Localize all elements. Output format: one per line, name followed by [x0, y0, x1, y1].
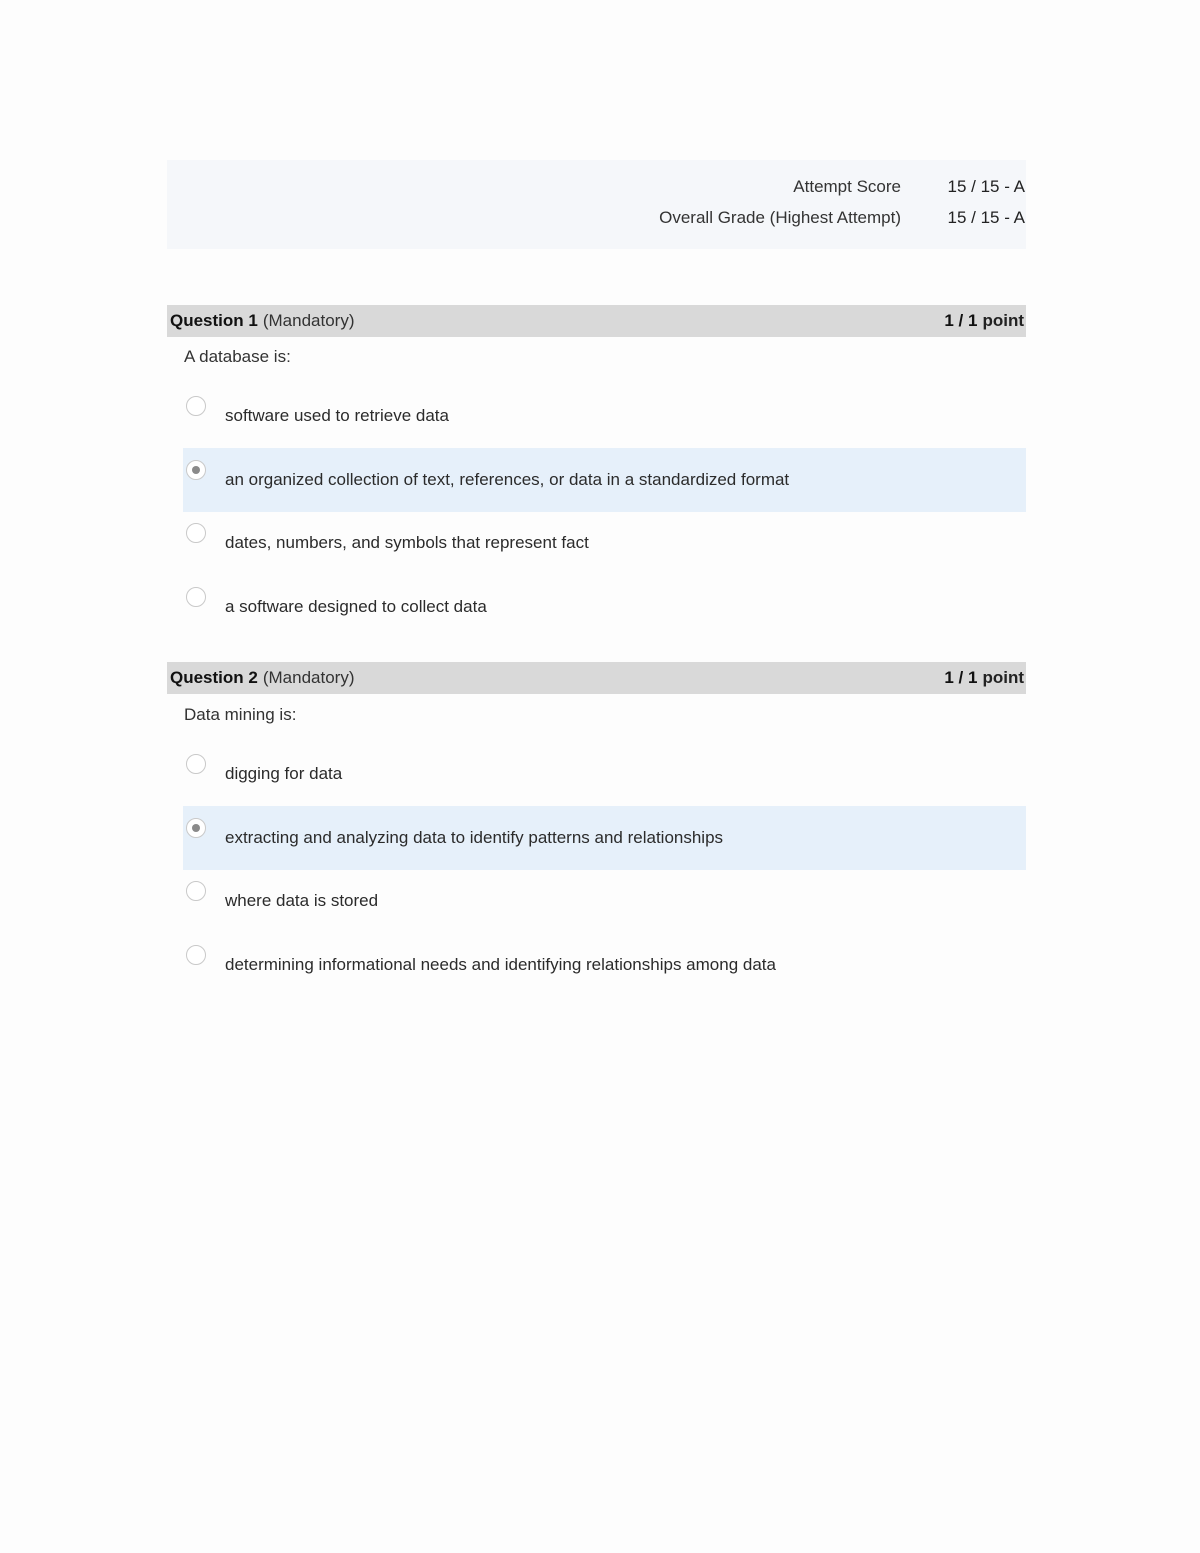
radio-button[interactable]: [186, 945, 206, 965]
attempt-score-value: 15 / 15 - A: [947, 177, 1025, 196]
option-label: an organized collection of text, references, or data in a standardized format: [225, 470, 790, 489]
radio-button[interactable]: [186, 587, 206, 607]
question-1-title: [170, 311, 355, 331]
radio-button[interactable]: [186, 396, 206, 416]
option-label: software used to retrieve data: [225, 406, 449, 425]
attempt-score-label: Attempt Score: [793, 177, 901, 196]
overall-grade-label: Overall Grade (Highest Attempt): [659, 208, 901, 227]
question-2-prompt: Data mining is:: [184, 705, 297, 724]
question-1-number: Question 1: [170, 311, 258, 330]
attempt-score-row: [793, 176, 1025, 198]
overall-grade-value: 15 / 15 - A: [947, 208, 1025, 227]
radio-button-selected[interactable]: [186, 460, 206, 480]
question-2-option-3[interactable]: [183, 869, 1026, 933]
question-1-points: [944, 311, 1024, 331]
option-label: dates, numbers, and symbols that represent fact: [225, 533, 589, 552]
question-1-prompt: A database is:: [184, 347, 291, 366]
radio-button[interactable]: [186, 754, 206, 774]
overall-grade-row: [659, 207, 1025, 229]
question-2-header: [167, 662, 1026, 694]
question-1-points-value: 1 / 1: [944, 311, 978, 330]
question-2-title: [170, 668, 355, 688]
option-label: a software designed to collect data: [225, 597, 487, 616]
question-1-points-unit: point: [982, 311, 1024, 330]
question-1-option-2[interactable]: [183, 448, 1026, 512]
question-2-points-value: 1 / 1: [944, 668, 978, 687]
question-2-mandatory-note: (Mandatory): [262, 668, 355, 687]
score-summary-panel: [167, 160, 1026, 249]
question-2-points: [944, 668, 1024, 688]
question-2-points-unit: point: [982, 668, 1024, 687]
question-1-header: [167, 305, 1026, 337]
question-2-number: Question 2: [170, 668, 258, 687]
question-2-option-1[interactable]: [183, 742, 1026, 806]
option-label: extracting and analyzing data to identify patterns and relationships: [225, 828, 724, 847]
radio-button-selected[interactable]: [186, 818, 206, 838]
option-label: where data is stored: [225, 891, 379, 910]
question-2-option-4[interactable]: [183, 933, 1026, 997]
question-1-option-3[interactable]: [183, 511, 1026, 575]
question-1-option-4[interactable]: [183, 575, 1026, 639]
radio-button[interactable]: [186, 881, 206, 901]
option-label: digging for data: [225, 764, 343, 783]
radio-button[interactable]: [186, 523, 206, 543]
question-1-option-1[interactable]: [183, 384, 1026, 448]
question-1-mandatory-note: (Mandatory): [262, 311, 355, 330]
option-label: determining informational needs and identifying relationships among data: [225, 955, 776, 974]
question-2-option-2[interactable]: [183, 806, 1026, 870]
